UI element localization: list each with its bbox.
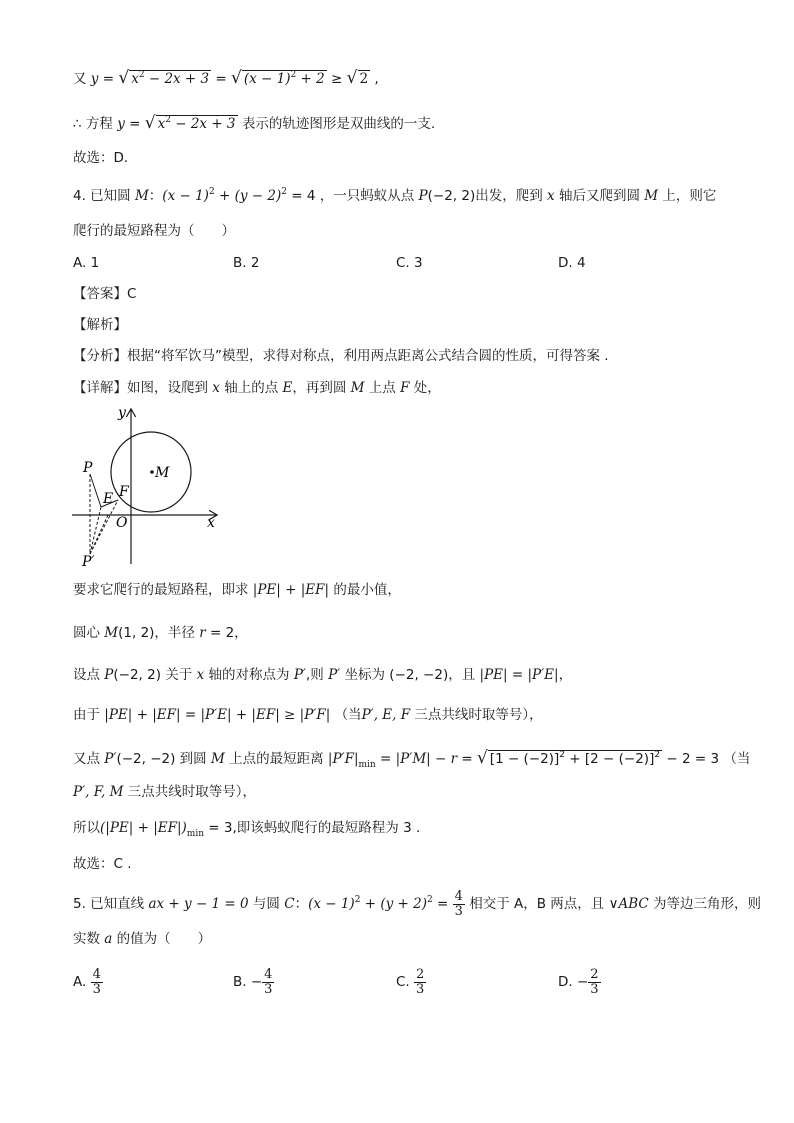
q5-option-c[interactable]: C. $\frac{2}{3}$ [396, 967, 425, 997]
analysis-label: 【解析】 [73, 317, 127, 333]
geometry-figure [68, 404, 228, 569]
q4-option-b[interactable]: B. 2 [233, 255, 260, 271]
shortest-path-text: 要求它爬行的最短路程，即求 |PE| + |EF| 的最小值， [73, 582, 401, 598]
label-m: M [155, 465, 170, 481]
q4-option-d[interactable]: D. 4 [558, 255, 586, 271]
distance-text: 又点 P′(−2, −2) 到圆 M 上点的最短距离 $|P'F|_{min} = |P'M| - r$ = √ $[1 - (-2)]^2 + [2 - (-2)]^2 - 2 = 3$ （当 [73, 748, 751, 770]
q4-option-a[interactable]: A. 1 [73, 255, 100, 271]
text-line-3: 故选：D. [73, 150, 129, 166]
analysis-text: 【分析】根据“将军饮马”模型，求得对称点，利用两点距离公式结合圆的性质，可得答案 . [73, 348, 609, 364]
question-5-line2: 实数 a 的值为（ ） [73, 931, 212, 947]
center-point [150, 470, 154, 474]
answer-label: 【答案】C [73, 286, 137, 302]
distance-text-cont: P′, F, M 三点共线时取等号）， [73, 784, 256, 800]
label-p-prime: P′ [82, 554, 95, 569]
question-4-stem: 4. 已知圆 M：$(x - 1)^2 + (y - 2)^2 = 4$ ，一只蚂蚁从点 P(−2, 2)出发，爬到 x 轴后又爬到圆 M 上，则它 [73, 187, 717, 204]
label-e: E [103, 491, 114, 507]
text-line-2: ∴ 方程 y = √ $x^2 - 2x + 3$ 表示的轨迹图形是双曲线的一支. [73, 113, 436, 133]
inequality-text: 由于 |PE| + |EF| = |P′E| + |EF| ≥ |P′F| （当P′, E, F 三点共线时取等号）， [73, 707, 543, 723]
label-f: F [119, 484, 129, 500]
label-o: O [116, 515, 128, 531]
text-line-1: 又 y = √ $x^2 - 2x + 3$ = √ $(x - 1)^2 + 2$ ≥ √ 2 , [73, 68, 379, 88]
label-y: y [118, 405, 126, 421]
question-5-stem: 5. 已知直线 ax + y − 1 = 0 与圆 C：$(x - 1)^2 + (y + 2)^2$ = $\frac{4}{3}$ 相交于 A，B 两点，且 ∨ABC 为等边三角形，则 [73, 889, 762, 919]
symmetric-point-text: 设点 P(−2, 2) 关于 x 轴的对称点为 P′,则 P′ 坐标为 (−2, −2)，且 |PE| = |P′E|， [73, 667, 573, 683]
q5-option-b[interactable]: B. − $\frac{4}{3}$ [233, 967, 273, 997]
conclusion-text: 所以$(|PE| + |EF|)_{min} = 3$,即该蚂蚁爬行的最短路程为 3 . [73, 820, 421, 839]
q5-option-a[interactable]: A. $\frac{4}{3}$ [73, 967, 101, 997]
q4-option-c[interactable]: C. 3 [396, 255, 423, 271]
question-4-line2: 爬行的最短路程为（ ） [73, 223, 235, 239]
label-p: P [83, 460, 93, 476]
label-x: x [207, 515, 215, 531]
center-radius-text: 圆心 M(1, 2)，半径 r = 2， [73, 625, 248, 641]
q5-option-d[interactable]: D. − $\frac{2}{3}$ [558, 967, 599, 997]
detail-text: 【详解】如图，设爬到 x 轴上的点 E，再到圆 M 上点 F 处， [73, 380, 441, 396]
choose-c-text: 故选：C . [73, 856, 132, 872]
